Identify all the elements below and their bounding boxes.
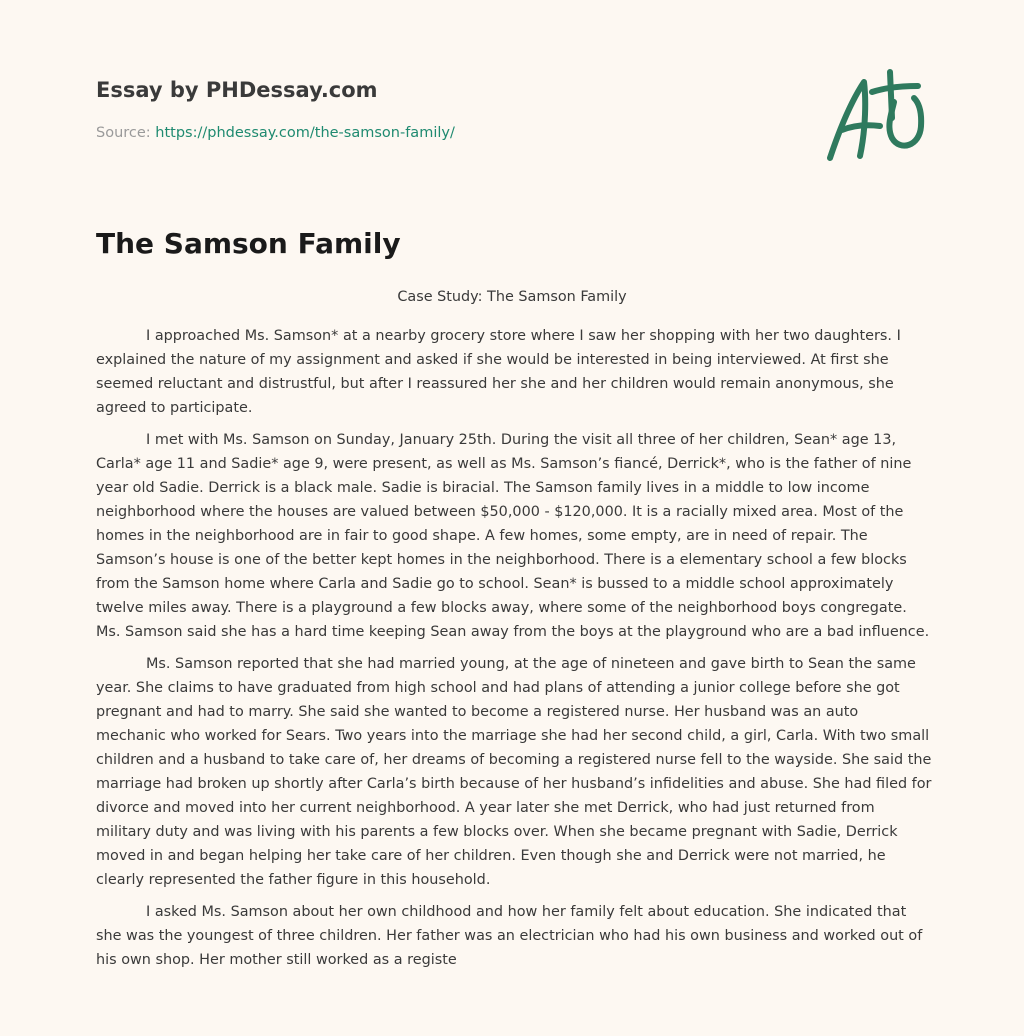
source-link[interactable]: https://phdessay.com/the-samson-family/ (155, 125, 455, 141)
paragraph: I approached Ms. Samson* at a nearby grocery store where I saw her shopping with her two daughters. I explained the nature of my assignment and asked if she would be interested in being interviewed. At first she seemed reluctant and distrustful, but after I reassured her she and her children would remain anonymous, she agreed to participate. (96, 328, 901, 416)
paragraph: I asked Ms. Samson about her own childhood and how her family felt about education. She indicated that she was the youngest of three children. Her father was an electrician who had his own business and worked out of his own shop. Her mother still worked as a registe (96, 904, 923, 968)
paragraph: I met with Ms. Samson on Sunday, January 25th. During the visit all three of her children, Sean* age 13, Carla* age 11 and Sadie* age 9, were present, as well as Ms. Samson’s fiancé, Derrick*, who is the father of nine year old Sadie. Derrick is a black male. Sadie is biracial. The Samson family lives in a middle to low income neighborhood where the houses are valued between $50,000 - $120,000. It is a racially mixed area. Most of the homes in the neighborhood are in fair to good shape. A few homes, some empty, are in need of repair. The Samson’s house is one of the better kept homes in the neighborhood. There is a elementary school a few blocks from the Samson home where Carla and Sadie go to school. Sean* is bussed to a middle school approximately twelve miles away. There is a playground a few blocks away, where some of the neighborhood boys congregate. Ms. Samson said she has a hard time keeping Sean away from the boys at the playground who are a bad influence. (96, 432, 930, 640)
a-plus-logo (820, 68, 930, 166)
essay-body (96, 324, 932, 980)
source-line (96, 123, 455, 143)
site-title: Essay by PHDessay.com (96, 78, 378, 102)
essay-subtitle: Case Study: The Samson Family (397, 289, 627, 305)
essay-title: The Samson Family (96, 227, 401, 260)
paragraph: Ms. Samson reported that she had married young, at the age of nineteen and gave birth to Sean the same year. She claims to have graduated from high school and had plans of attending a junior college before she got pregnant and had to marry. She said she wanted to become a registered nurse. Her husband was an auto mechanic who worked for Sears. Two years into the marriage she had her second child, a girl, Carla. With two small children and a husband to take care of, her dreams of becoming a registered nurse fell to the wayside. She said the marriage had broken up shortly after Carla’s birth because of her husband’s infidelities and abuse. She had filed for divorce and moved into her current neighborhood. A year later she met Derrick, who had just returned from military duty and was living with his parents a few blocks over. When she became pregnant with Sadie, Derrick moved in and began helping her take care of her children. Even though she and Derrick were not married, he clearly represented the father figure in this household. (96, 656, 932, 888)
source-label: Source: (96, 125, 151, 141)
